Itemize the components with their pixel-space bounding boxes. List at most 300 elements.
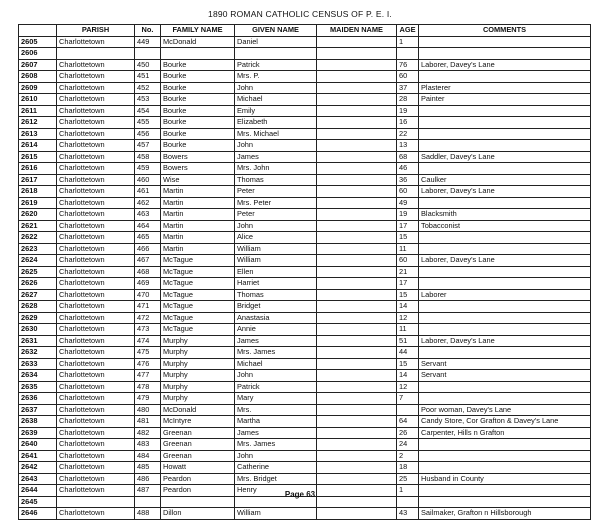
cell-household-no: 454 [135,105,161,117]
cell-maiden-name [317,209,397,221]
cell-household-no: 458 [135,151,161,163]
cell-family-name: Murphy [161,381,235,393]
cell-parish: Charlottetown [57,186,135,198]
table-row [19,36,591,48]
cell-record-id: 2642 [19,462,57,474]
header-record-id [19,25,57,37]
cell-record-id: 2639 [19,427,57,439]
cell-parish: Charlottetown [57,508,135,520]
table-row [19,243,591,255]
cell-given-name: Anastasia [235,312,317,324]
header-row [19,25,591,37]
cell-comments [419,266,591,278]
cell-age: 19 [397,105,419,117]
cell-given-name: Peter [235,186,317,198]
cell-family-name: Bowers [161,163,235,175]
cell-age: 2 [397,450,419,462]
cell-given-name: William [235,255,317,267]
cell-record-id: 2607 [19,59,57,71]
cell-maiden-name [317,473,397,485]
cell-given-name: John [235,450,317,462]
cell-family-name: Greenan [161,439,235,451]
cell-given-name: Mrs. Bridget [235,473,317,485]
cell-maiden-name [317,59,397,71]
cell-household-no: 474 [135,335,161,347]
cell-age: 36 [397,174,419,186]
table-row [19,151,591,163]
table-row [19,324,591,336]
cell-comments: Laborer, Davey's Lane [419,186,591,198]
cell-age: 19 [397,209,419,221]
cell-age: 1 [397,36,419,48]
table-row [19,174,591,186]
cell-household-no: 464 [135,220,161,232]
cell-maiden-name [317,462,397,474]
cell-comments [419,462,591,474]
header-family-name: FAMILY NAME [161,25,235,37]
cell-family-name: Bourke [161,59,235,71]
cell-age: 16 [397,117,419,129]
cell-family-name: Bourke [161,82,235,94]
cell-record-id: 2610 [19,94,57,106]
table-row [19,186,591,198]
cell-family-name: Howatt [161,462,235,474]
cell-maiden-name [317,243,397,255]
cell-age: 60 [397,71,419,83]
table-row [19,439,591,451]
cell-household-no: 476 [135,358,161,370]
table-row [19,347,591,359]
cell-age: 12 [397,312,419,324]
cell-record-id: 2609 [19,82,57,94]
page-number: Page 63 [284,490,316,499]
cell-parish: Charlottetown [57,462,135,474]
cell-household-no: 482 [135,427,161,439]
cell-parish: Charlottetown [57,82,135,94]
cell-parish: Charlottetown [57,416,135,428]
cell-record-id: 2629 [19,312,57,324]
cell-comments: Servant [419,370,591,382]
cell-parish: Charlottetown [57,59,135,71]
cell-record-id: 2635 [19,381,57,393]
cell-maiden-name [317,347,397,359]
cell-household-no: 485 [135,462,161,474]
cell-family-name: Wise [161,174,235,186]
cell-comments [419,324,591,336]
cell-given-name: Emily [235,105,317,117]
table-row [19,266,591,278]
cell-given-name: Michael [235,358,317,370]
table-row [19,128,591,140]
cell-household-no: 483 [135,439,161,451]
cell-given-name: Patrick [235,381,317,393]
cell-record-id: 2621 [19,220,57,232]
cell-given-name: Mrs. James [235,347,317,359]
table-row [19,416,591,428]
cell-family-name: Bourke [161,94,235,106]
cell-maiden-name [317,370,397,382]
cell-parish: Charlottetown [57,439,135,451]
cell-maiden-name [317,508,397,520]
table-row [19,220,591,232]
cell-record-id: 2631 [19,335,57,347]
cell-household-no: 473 [135,324,161,336]
cell-household-no: 480 [135,404,161,416]
cell-parish: Charlottetown [57,358,135,370]
cell-age: 43 [397,508,419,520]
cell-parish: Charlottetown [57,427,135,439]
cell-parish: Charlottetown [57,243,135,255]
cell-record-id: 2636 [19,393,57,405]
cell-maiden-name [317,416,397,428]
cell-comments [419,278,591,290]
cell-age: 17 [397,278,419,290]
cell-age [397,48,419,60]
cell-given-name: Daniel [235,36,317,48]
cell-household-no: 452 [135,82,161,94]
cell-age: 1 [397,485,419,497]
cell-household-no: 484 [135,450,161,462]
cell-parish: Charlottetown [57,36,135,48]
cell-comments [419,243,591,255]
cell-maiden-name [317,301,397,313]
cell-parish: Charlottetown [57,404,135,416]
cell-household-no: 461 [135,186,161,198]
cell-parish: Charlottetown [57,312,135,324]
cell-record-id: 2622 [19,232,57,244]
table-row [19,404,591,416]
cell-given-name: Peter [235,209,317,221]
cell-given-name: John [235,82,317,94]
cell-maiden-name [317,393,397,405]
cell-maiden-name [317,427,397,439]
cell-age: 28 [397,94,419,106]
cell-record-id: 2641 [19,450,57,462]
cell-comments [419,71,591,83]
cell-age: 11 [397,324,419,336]
cell-parish: Charlottetown [57,117,135,129]
table-row [19,301,591,313]
cell-family-name: Bourke [161,105,235,117]
cell-age: 49 [397,197,419,209]
cell-given-name: John [235,140,317,152]
cell-record-id: 2605 [19,36,57,48]
cell-maiden-name [317,335,397,347]
cell-family-name: McTague [161,312,235,324]
cell-family-name: Murphy [161,393,235,405]
cell-given-name: William [235,243,317,255]
cell-parish: Charlottetown [57,94,135,106]
cell-given-name: James [235,151,317,163]
cell-record-id: 2619 [19,197,57,209]
cell-parish: Charlottetown [57,485,135,497]
cell-record-id: 2620 [19,209,57,221]
cell-maiden-name [317,82,397,94]
cell-comments: Candy Store, Cor Grafton & Davey's Lane [419,416,591,428]
cell-given-name: Catherine [235,462,317,474]
cell-given-name: Annie [235,324,317,336]
cell-age: 26 [397,427,419,439]
cell-record-id: 2637 [19,404,57,416]
cell-household-no: 451 [135,71,161,83]
cell-comments [419,347,591,359]
cell-record-id: 2616 [19,163,57,175]
cell-age: 51 [397,335,419,347]
cell-record-id: 2638 [19,416,57,428]
cell-parish: Charlottetown [57,278,135,290]
cell-parish: Charlottetown [57,174,135,186]
cell-comments: Saddler, Davey's Lane [419,151,591,163]
cell-given-name: Bridget [235,301,317,313]
cell-given-name: Mrs. James [235,439,317,451]
table-row [19,140,591,152]
cell-parish: Charlottetown [57,151,135,163]
cell-age: 60 [397,255,419,267]
census-table [18,24,591,520]
cell-household-no: 453 [135,94,161,106]
cell-parish: Charlottetown [57,347,135,359]
cell-comments: Poor woman, Davey's Lane [419,404,591,416]
cell-age: 44 [397,347,419,359]
cell-household-no: 467 [135,255,161,267]
table-row [19,462,591,474]
cell-given-name: Alice [235,232,317,244]
cell-family-name: Bourke [161,71,235,83]
cell-record-id: 2617 [19,174,57,186]
cell-given-name: John [235,370,317,382]
cell-maiden-name [317,140,397,152]
cell-comments [419,140,591,152]
cell-family-name: Bourke [161,128,235,140]
cell-family-name: Martin [161,220,235,232]
cell-family-name: Peardon [161,473,235,485]
cell-family-name: McTague [161,278,235,290]
cell-maiden-name [317,381,397,393]
cell-parish: Charlottetown [57,128,135,140]
cell-record-id: 2628 [19,301,57,313]
cell-age: 46 [397,163,419,175]
cell-comments [419,393,591,405]
cell-age: 15 [397,289,419,301]
cell-record-id: 2623 [19,243,57,255]
table-row [19,255,591,267]
cell-maiden-name [317,358,397,370]
cell-comments: Blacksmith [419,209,591,221]
page-title: 1890 ROMAN CATHOLIC CENSUS OF P. E. I. [208,9,392,19]
cell-household-no: 459 [135,163,161,175]
cell-record-id: 2613 [19,128,57,140]
cell-household-no: 477 [135,370,161,382]
cell-parish: Charlottetown [57,71,135,83]
cell-record-id: 2606 [19,48,57,60]
cell-record-id: 2625 [19,266,57,278]
cell-parish: Charlottetown [57,324,135,336]
cell-maiden-name [317,232,397,244]
table-row [19,370,591,382]
cell-family-name: Bowers [161,151,235,163]
table-row [19,71,591,83]
cell-record-id: 2618 [19,186,57,198]
cell-parish: Charlottetown [57,140,135,152]
header-comments: COMMENTS [419,25,591,37]
table-row [19,105,591,117]
cell-household-no: 472 [135,312,161,324]
cell-record-id: 2643 [19,473,57,485]
cell-family-name: Murphy [161,358,235,370]
cell-family-name: Murphy [161,370,235,382]
cell-record-id: 2644 [19,485,57,497]
cell-maiden-name [317,151,397,163]
cell-household-no: 486 [135,473,161,485]
table-row [19,278,591,290]
cell-comments: Servant [419,358,591,370]
cell-parish: Charlottetown [57,209,135,221]
cell-age: 21 [397,266,419,278]
cell-age: 24 [397,439,419,451]
cell-comments: Husband in County [419,473,591,485]
cell-comments: Laborer [419,289,591,301]
cell-maiden-name [317,186,397,198]
cell-family-name: Peardon [161,485,235,497]
cell-parish: Charlottetown [57,289,135,301]
cell-household-no: 450 [135,59,161,71]
cell-maiden-name [317,266,397,278]
cell-age: 17 [397,220,419,232]
cell-given-name: Thomas [235,289,317,301]
table-row [19,197,591,209]
cell-comments [419,36,591,48]
cell-maiden-name [317,255,397,267]
cell-comments [419,197,591,209]
cell-given-name: William [235,508,317,520]
cell-age [397,404,419,416]
cell-given-name: Harriet [235,278,317,290]
cell-parish: Charlottetown [57,370,135,382]
cell-parish: Charlottetown [57,255,135,267]
cell-comments [419,381,591,393]
cell-age: 14 [397,370,419,382]
cell-record-id: 2626 [19,278,57,290]
cell-given-name: Martha [235,416,317,428]
header-given-name: GIVEN NAME [235,25,317,37]
cell-comments: Carpenter, Hills n Grafton [419,427,591,439]
cell-age: 64 [397,416,419,428]
cell-record-id: 2646 [19,508,57,520]
cell-comments: Laborer, Davey's Lane [419,335,591,347]
table-row [19,358,591,370]
cell-given-name: Ellen [235,266,317,278]
table-row [19,450,591,462]
cell-household-no: 456 [135,128,161,140]
cell-record-id: 2630 [19,324,57,336]
cell-maiden-name [317,220,397,232]
cell-household-no: 478 [135,381,161,393]
cell-household-no: 466 [135,243,161,255]
table-row [19,289,591,301]
cell-given-name: Henry [235,485,317,497]
cell-parish: Charlottetown [57,301,135,313]
cell-family-name: Greenan [161,450,235,462]
cell-family-name: McTague [161,266,235,278]
cell-given-name: Thomas [235,174,317,186]
cell-maiden-name [317,324,397,336]
cell-maiden-name [317,174,397,186]
cell-comments: Caulker [419,174,591,186]
cell-comments [419,439,591,451]
cell-record-id: 2624 [19,255,57,267]
cell-family-name: Bourke [161,117,235,129]
cell-record-id: 2614 [19,140,57,152]
cell-parish: Charlottetown [57,450,135,462]
cell-age: 13 [397,140,419,152]
cell-maiden-name [317,117,397,129]
table-row [19,117,591,129]
header-maiden-name: MAIDEN NAME [317,25,397,37]
cell-maiden-name [317,163,397,175]
table-row [19,209,591,221]
cell-age: 22 [397,128,419,140]
cell-comments [419,48,591,60]
cell-family-name: McTague [161,301,235,313]
cell-record-id: 2634 [19,370,57,382]
cell-comments [419,450,591,462]
cell-comments [419,128,591,140]
cell-family-name: McTague [161,324,235,336]
cell-household-no: 479 [135,393,161,405]
cell-record-id: 2633 [19,358,57,370]
cell-maiden-name [317,278,397,290]
table-row [19,82,591,94]
cell-maiden-name [317,36,397,48]
header-parish: PARISH [57,25,135,37]
cell-household-no: 487 [135,485,161,497]
cell-age: 11 [397,243,419,255]
table-row [19,473,591,485]
cell-family-name: Greenan [161,427,235,439]
cell-family-name: Murphy [161,347,235,359]
cell-maiden-name [317,48,397,60]
cell-comments: Laborer, Davey's Lane [419,59,591,71]
cell-maiden-name [317,450,397,462]
cell-record-id: 2627 [19,289,57,301]
cell-household-no: 455 [135,117,161,129]
cell-age: 68 [397,151,419,163]
cell-record-id: 2615 [19,151,57,163]
cell-family-name: Martin [161,197,235,209]
cell-household-no: 460 [135,174,161,186]
cell-age: 7 [397,393,419,405]
cell-given-name: John [235,220,317,232]
cell-household-no: 481 [135,416,161,428]
cell-age: 12 [397,381,419,393]
table-row [19,59,591,71]
table-row [19,335,591,347]
cell-record-id: 2640 [19,439,57,451]
cell-maiden-name [317,128,397,140]
cell-family-name: McDonald [161,404,235,416]
cell-family-name: Martin [161,243,235,255]
table-row [19,312,591,324]
cell-parish: Charlottetown [57,220,135,232]
cell-comments [419,312,591,324]
cell-household-no: 463 [135,209,161,221]
cell-comments: Laborer, Davey's Lane [419,255,591,267]
cell-family-name [161,48,235,60]
cell-record-id: 2608 [19,71,57,83]
cell-household-no: 462 [135,197,161,209]
cell-record-id: 2645 [19,496,57,508]
cell-household-no: 469 [135,278,161,290]
